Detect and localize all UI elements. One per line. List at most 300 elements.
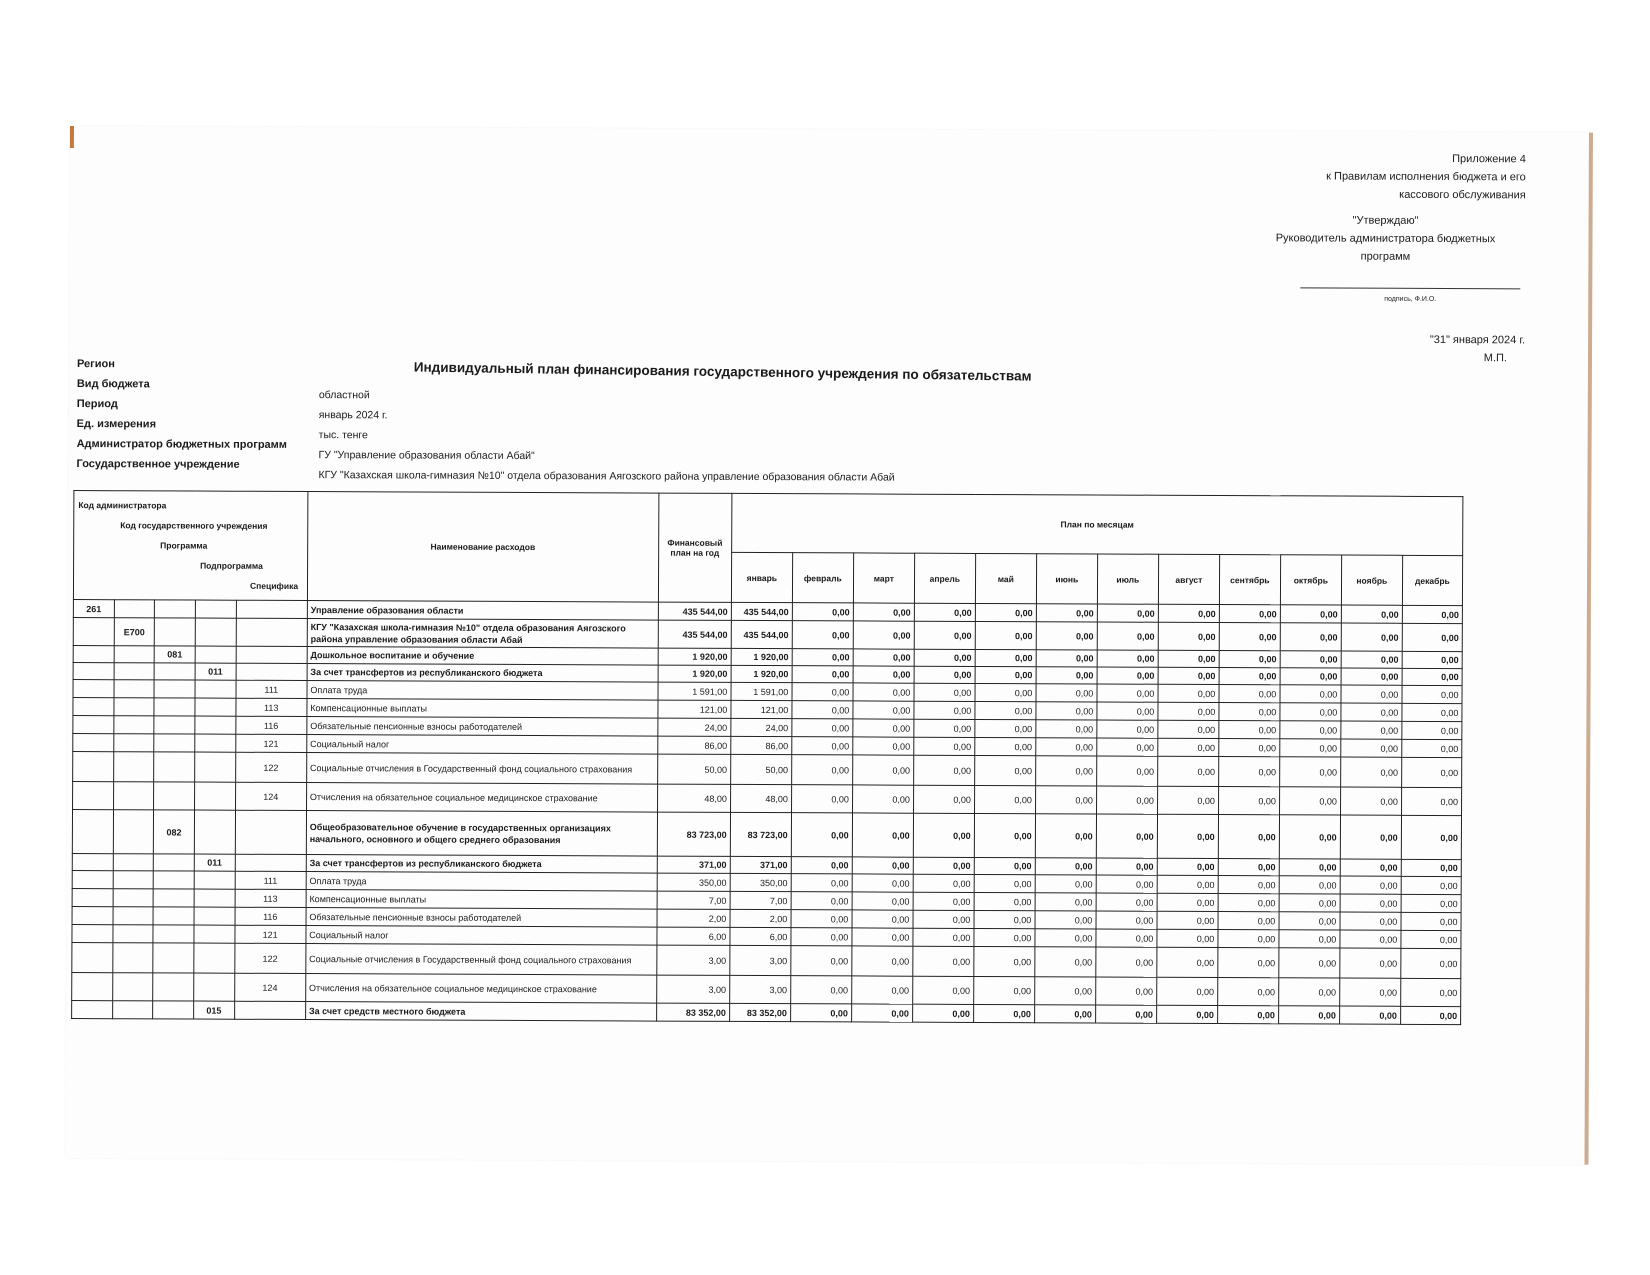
approve-label: "Утверждаю": [1352, 214, 1419, 227]
annual-plan-cell: 2,00: [657, 909, 730, 927]
month-value-cell: 0,00: [1219, 651, 1280, 668]
month-value-cell: 0,00: [1097, 622, 1158, 650]
subprogram-code-cell: [195, 680, 236, 698]
program-code-cell: [153, 907, 194, 925]
month-value-cell: 0,00: [852, 785, 913, 813]
month-value-cell: 0,00: [1158, 650, 1219, 667]
approval-date: "31" января 2024 г.: [1429, 333, 1526, 347]
month-value-cell: 0,00: [975, 737, 1036, 755]
specific-code-cell: [235, 810, 306, 854]
expense-name-cell: Отчисления на обязательное социальное медицинское страхование: [306, 783, 657, 813]
annual-plan-cell: 48,00: [657, 784, 730, 812]
meta-value: тыс. тенге: [318, 429, 368, 442]
month-value-cell: 0,00: [913, 910, 974, 928]
month-header: февраль: [792, 553, 853, 603]
program-code-cell: [154, 716, 195, 734]
month-value-cell: 0,00: [914, 737, 975, 755]
program-header: Программа: [160, 540, 208, 551]
institution-code-cell: [114, 600, 155, 618]
subprogram-code-cell: [195, 618, 236, 646]
program-code-cell: [155, 600, 196, 618]
month-value-cell: 0,00: [1401, 894, 1461, 912]
month-value-cell: 0,00: [1402, 605, 1462, 623]
program-code-cell: [153, 925, 194, 943]
month-value-cell: 0,00: [1158, 720, 1219, 738]
month-value-cell: 0,00: [792, 719, 853, 737]
month-value-cell: 0,00: [1218, 876, 1279, 894]
month-value-cell: 0,00: [1158, 604, 1219, 622]
month-value-cell: 0,00: [1279, 912, 1340, 930]
expense-name-cell: Управление образования области: [307, 601, 658, 621]
annual-plan-cell: 1 920,00: [658, 665, 731, 682]
month-value-cell: 0,00: [975, 719, 1036, 737]
month-value-cell: 0,00: [1219, 739, 1280, 757]
specific-code-cell: 111: [235, 871, 306, 889]
month-value-cell: 0,00: [1402, 721, 1462, 739]
specific-code-cell: 124: [234, 973, 305, 1001]
admin-code-cell: [73, 716, 114, 734]
month-value-cell: 0,00: [791, 785, 852, 813]
specific-header: Специфика: [249, 580, 299, 591]
subprogram-code-cell: [194, 889, 235, 907]
month-value-cell: 0,00: [1400, 1006, 1460, 1024]
month-value-cell: 0,00: [1036, 684, 1097, 702]
month-value-cell: 0,00: [973, 1004, 1034, 1022]
month-header: январь: [731, 552, 792, 602]
program-code-cell: [154, 734, 195, 752]
month-value-cell: 0,00: [1157, 756, 1218, 786]
month-value-cell: 0,00: [1278, 1006, 1339, 1024]
month-value-cell: 0,00: [1034, 977, 1095, 1005]
month-value-cell: 0,00: [1158, 622, 1219, 650]
institution-code-cell: [114, 663, 155, 680]
institution-code-cell: [113, 734, 154, 752]
month-value-cell: 0,00: [791, 946, 852, 976]
admin-code-cell: [72, 943, 113, 973]
month-value-cell: 0,00: [913, 813, 974, 857]
month-value-cell: 0,00: [1402, 668, 1462, 685]
month-value-cell: 0,00: [1035, 929, 1096, 947]
institution-code-header: Код государственного учреждения: [120, 520, 268, 531]
month-value-cell: 0,00: [1158, 667, 1219, 684]
specific-code-cell: [235, 854, 306, 871]
month-value-cell: 0,00: [852, 946, 913, 976]
month-value-cell: 0,00: [1278, 978, 1339, 1006]
month-value-cell: 0,00: [1341, 651, 1402, 668]
month-value-cell: 0,00: [853, 683, 914, 701]
month-value-cell: 0,00: [913, 755, 974, 785]
month-value-cell: 1 591,00: [731, 682, 792, 700]
admin-code-cell: [73, 734, 114, 752]
month-value-cell: 0,00: [1401, 876, 1461, 894]
code-header: [73, 491, 307, 601]
month-value-cell: 0,00: [1035, 875, 1096, 893]
meta-labels: [76, 354, 287, 475]
month-value-cell: 0,00: [853, 649, 914, 666]
month-value-cell: 0,00: [1280, 721, 1341, 739]
month-value-cell: 0,00: [1341, 668, 1402, 685]
month-value-cell: 0,00: [1340, 787, 1401, 815]
month-value-cell: 0,00: [1219, 685, 1280, 703]
month-value-cell: 0,00: [792, 603, 853, 621]
month-value-cell: 0,00: [973, 976, 1034, 1004]
month-value-cell: 0,00: [1096, 875, 1157, 893]
month-value-cell: 0,00: [1157, 893, 1218, 911]
month-value-cell: 0,00: [1279, 876, 1340, 894]
month-header: август: [1158, 554, 1219, 604]
admin-code-cell: [73, 698, 114, 716]
meta-label: Администратор бюджетных программ: [76, 438, 287, 451]
institution-code-cell: [114, 646, 155, 663]
month-value-cell: 0,00: [1340, 930, 1401, 948]
annual-plan-cell: 371,00: [657, 856, 730, 873]
program-code-cell: [153, 1001, 194, 1019]
month-value-cell: 0,00: [792, 666, 853, 683]
month-value-cell: 0,00: [1340, 859, 1401, 876]
specific-code-cell: [234, 1001, 305, 1019]
month-value-cell: 0,00: [1095, 977, 1156, 1005]
expense-name-header: Наименование расходов: [307, 492, 658, 603]
month-value-cell: 0,00: [912, 1004, 973, 1022]
month-value-cell: 0,00: [913, 892, 974, 910]
month-value-cell: 0,00: [913, 928, 974, 946]
subprogram-code-cell: [194, 925, 235, 943]
program-code-cell: [155, 618, 196, 646]
month-value-cell: 0,00: [1279, 930, 1340, 948]
month-value-cell: 0,00: [974, 857, 1035, 874]
annual-plan-cell: 1 920,00: [658, 648, 731, 665]
table-row: [72, 810, 1461, 860]
monthly-plan-header: План по месяцам: [731, 493, 1462, 555]
month-value-cell: 0,00: [1280, 651, 1341, 668]
admin-code-cell: [72, 854, 113, 871]
institution-code-cell: [113, 925, 154, 943]
month-value-cell: 0,00: [1279, 787, 1340, 815]
month-value-cell: 24,00: [731, 718, 792, 736]
month-value-cell: 0,00: [1097, 738, 1158, 756]
month-value-cell: 0,00: [853, 719, 914, 737]
program-code-cell: [154, 752, 195, 782]
month-value-cell: 0,00: [975, 621, 1036, 649]
program-code-cell: [154, 698, 195, 716]
month-value-cell: 0,00: [853, 701, 914, 719]
month-value-cell: 0,00: [851, 976, 912, 1004]
month-value-cell: 0,00: [1036, 702, 1097, 720]
month-value-cell: 0,00: [1096, 786, 1157, 814]
program-code-cell: 082: [154, 810, 195, 854]
institution-code-cell: [114, 698, 155, 716]
program-code-cell: [154, 663, 195, 680]
month-value-cell: 0,00: [1097, 667, 1158, 684]
subprogram-code-cell: [194, 943, 235, 973]
month-value-cell: 0,00: [1035, 786, 1096, 814]
expense-name-cell: Социальные отчисления в Государственный фонд социального страхования: [306, 944, 657, 976]
month-value-cell: 86,00: [731, 736, 792, 754]
month-value-cell: 0,00: [791, 910, 852, 928]
expense-name-cell: Компенсационные выплаты: [307, 699, 658, 719]
month-value-cell: 0,00: [1036, 650, 1097, 667]
month-header: март: [853, 553, 914, 603]
month-value-cell: 0,00: [914, 666, 975, 683]
month-value-cell: 0,00: [1402, 623, 1462, 651]
approve-signature-block: [1250, 211, 1520, 309]
month-value-cell: 0,00: [1218, 757, 1279, 787]
subprogram-code-cell: 011: [195, 663, 236, 680]
month-value-cell: 0,00: [852, 892, 913, 910]
expense-name-cell: Обязательные пенсионные взносы работодателей: [306, 908, 657, 928]
month-value-cell: 0,00: [974, 785, 1035, 813]
subprogram-code-cell: [195, 716, 236, 734]
admin-code-cell: [72, 973, 113, 1001]
expense-name-cell: Оплата труда: [306, 872, 657, 892]
month-value-cell: 0,00: [1339, 1006, 1400, 1024]
month-value-cell: 2,00: [730, 909, 791, 927]
document-page: [65, 126, 1589, 1165]
specific-code-cell: [236, 646, 307, 663]
month-value-cell: 0,00: [1341, 623, 1402, 651]
specific-code-cell: 122: [235, 752, 306, 782]
specific-code-cell: 116: [235, 907, 306, 925]
month-value-cell: 0,00: [1280, 685, 1341, 703]
month-value-cell: 0,00: [1035, 858, 1096, 875]
specific-code-cell: 113: [236, 698, 307, 716]
month-value-cell: 0,00: [853, 737, 914, 755]
admin-code-cell: [72, 1001, 113, 1019]
meta-label: Регион: [76, 358, 115, 371]
month-value-cell: 0,00: [1218, 912, 1279, 930]
month-value-cell: 0,00: [914, 701, 975, 719]
admin-code-cell: [73, 680, 114, 698]
specific-code-cell: 122: [234, 943, 305, 973]
month-value-cell: 0,00: [1158, 738, 1219, 756]
stamp-placeholder: М.П.: [1483, 352, 1508, 365]
month-value-cell: 0,00: [1096, 858, 1157, 875]
expense-name-cell: Социальный налог: [307, 735, 658, 755]
specific-code-cell: [236, 663, 307, 680]
meta-value: областной: [318, 389, 370, 402]
program-code-cell: [153, 871, 194, 889]
expense-name-cell: За счет трансфертов из республиканского бюджета: [307, 664, 658, 683]
meta-values: [318, 385, 895, 488]
subprogram-code-cell: [195, 646, 236, 663]
specific-code-cell: 121: [235, 734, 306, 752]
month-value-cell: 0,00: [791, 874, 852, 892]
subprogram-code-cell: [195, 734, 236, 752]
month-value-cell: 0,00: [852, 910, 913, 928]
month-value-cell: 0,00: [1218, 787, 1279, 815]
month-value-cell: 0,00: [1341, 685, 1402, 703]
month-value-cell: 0,00: [1400, 978, 1460, 1006]
month-value-cell: 0,00: [1280, 668, 1341, 685]
annual-plan-cell: 24,00: [657, 718, 730, 736]
specific-code-cell: 113: [235, 889, 306, 907]
month-value-cell: 0,00: [1035, 947, 1096, 977]
annual-plan-cell: 1 591,00: [658, 682, 731, 700]
admin-code-header: Код администратора: [78, 500, 167, 511]
month-value-cell: 0,00: [1280, 739, 1341, 757]
month-value-cell: 0,00: [1217, 978, 1278, 1006]
admin-code-cell: [72, 925, 113, 943]
annual-plan-cell: 7,00: [657, 891, 730, 909]
month-value-cell: 371,00: [730, 856, 791, 873]
month-value-cell: 0,00: [1036, 604, 1097, 622]
month-value-cell: 0,00: [852, 755, 913, 785]
annual-plan-cell: 350,00: [657, 873, 730, 891]
month-value-cell: 0,00: [1401, 757, 1461, 787]
month-value-cell: 0,00: [913, 785, 974, 813]
institution-code-cell: [112, 1001, 153, 1019]
specific-code-cell: 124: [235, 782, 306, 810]
institution-code-cell: [113, 889, 154, 907]
month-value-cell: 83 723,00: [730, 812, 791, 856]
month-value-cell: 0,00: [1402, 703, 1462, 721]
month-value-cell: 0,00: [792, 701, 853, 719]
month-value-cell: 0,00: [913, 857, 974, 874]
month-value-cell: 6,00: [730, 927, 791, 945]
month-header: июнь: [1036, 554, 1097, 604]
month-value-cell: 0,00: [1096, 929, 1157, 947]
month-value-cell: 121,00: [731, 700, 792, 718]
month-value-cell: 0,00: [1402, 685, 1462, 703]
month-value-cell: 48,00: [730, 784, 791, 812]
month-value-cell: 0,00: [851, 1004, 912, 1022]
month-value-cell: 0,00: [852, 874, 913, 892]
month-header: апрель: [914, 553, 975, 603]
institution-code-cell: [113, 782, 154, 810]
meta-value: январь 2024 г.: [318, 409, 388, 422]
subprogram-code-cell: [194, 907, 235, 925]
month-value-cell: 0,00: [1401, 930, 1461, 948]
month-value-cell: 0,00: [1401, 787, 1461, 815]
month-value-cell: 0,00: [1158, 684, 1219, 702]
institution-code-cell: [114, 716, 155, 734]
month-value-cell: 0,00: [914, 649, 975, 666]
program-code-cell: [154, 680, 195, 698]
head-title: программ: [1360, 250, 1411, 263]
month-value-cell: 0,00: [974, 813, 1035, 857]
month-value-cell: 0,00: [1219, 721, 1280, 739]
program-code-cell: [153, 973, 194, 1001]
month-value-cell: 0,00: [1219, 623, 1280, 651]
appendix-label: Приложение 4: [1452, 153, 1526, 166]
admin-code-cell: [72, 907, 113, 925]
month-value-cell: 0,00: [1340, 815, 1401, 859]
month-value-cell: 0,00: [1158, 702, 1219, 720]
month-value-cell: 0,00: [791, 813, 852, 857]
month-value-cell: 0,00: [914, 621, 975, 649]
month-value-cell: 0,00: [1341, 703, 1402, 721]
month-value-cell: 0,00: [1402, 651, 1462, 668]
month-value-cell: 0,00: [792, 683, 853, 701]
annual-plan-cell: 86,00: [657, 736, 730, 754]
subprogram-code-cell: [195, 600, 236, 618]
institution-code-cell: [113, 854, 154, 871]
month-value-cell: 0,00: [1280, 623, 1341, 651]
month-value-cell: 0,00: [912, 976, 973, 1004]
month-value-cell: 0,00: [1218, 894, 1279, 912]
month-value-cell: 0,00: [791, 928, 852, 946]
month-value-cell: 0,00: [1157, 858, 1218, 875]
subprogram-code-cell: 011: [194, 854, 235, 871]
month-value-cell: 0,00: [1157, 947, 1218, 977]
month-value-cell: 0,00: [1157, 929, 1218, 947]
month-value-cell: 0,00: [1401, 948, 1461, 978]
month-value-cell: 0,00: [1097, 604, 1158, 622]
admin-code-cell: [73, 663, 114, 680]
month-header: июль: [1097, 554, 1158, 604]
month-value-cell: 0,00: [792, 621, 853, 649]
month-value-cell: 0,00: [1218, 859, 1279, 876]
admin-code-cell: [73, 752, 114, 782]
month-value-cell: 0,00: [1218, 815, 1279, 859]
month-value-cell: 3,00: [729, 975, 790, 1003]
month-value-cell: 0,00: [1097, 684, 1158, 702]
program-code-cell: [153, 889, 194, 907]
meta-value: ГУ "Управление образования области Абай": [318, 449, 535, 463]
month-value-cell: 0,00: [974, 928, 1035, 946]
month-value-cell: 0,00: [1401, 815, 1461, 859]
month-value-cell: 0,00: [791, 755, 852, 785]
institution-code-cell: [112, 943, 153, 973]
program-code-cell: [154, 854, 195, 871]
meta-label: Вид бюджета: [76, 378, 150, 391]
month-value-cell: 0,00: [852, 857, 913, 874]
month-value-cell: 0,00: [1341, 739, 1402, 757]
month-value-cell: 0,00: [1097, 720, 1158, 738]
month-value-cell: 0,00: [1340, 876, 1401, 894]
month-value-cell: 0,00: [1034, 1005, 1095, 1023]
month-value-cell: 0,00: [974, 910, 1035, 928]
expense-name-cell: Социальные отчисления в Государственный фонд социального страхования: [306, 753, 657, 785]
institution-code-cell: [113, 907, 154, 925]
month-value-cell: 0,00: [913, 946, 974, 976]
month-header: ноябрь: [1341, 555, 1402, 605]
month-value-cell: 0,00: [1035, 814, 1096, 858]
month-value-cell: 0,00: [914, 719, 975, 737]
month-value-cell: 0,00: [853, 603, 914, 621]
subprogram-code-cell: [194, 973, 235, 1001]
signature-caption: подпись, Ф.И.О.: [1384, 295, 1437, 303]
month-value-cell: 0,00: [852, 813, 913, 857]
admin-code-cell: [72, 810, 113, 854]
specific-code-cell: 121: [235, 925, 306, 943]
meta-label: Ед. измерения: [76, 418, 157, 431]
month-value-cell: 0,00: [792, 649, 853, 666]
month-value-cell: 0,00: [1341, 605, 1402, 623]
month-value-cell: 0,00: [792, 737, 853, 755]
month-value-cell: 0,00: [1340, 757, 1401, 787]
institution-code-cell: [114, 680, 155, 698]
expense-name-cell: КГУ "Казахская школа-гимназия №10" отдела образования Аягозского района управление образования области Абай: [307, 619, 658, 649]
program-code-cell: [153, 943, 194, 973]
month-value-cell: 0,00: [1340, 948, 1401, 978]
annual-plan-cell: 121,00: [658, 700, 731, 718]
month-header: сентябрь: [1219, 555, 1280, 605]
month-value-cell: 0,00: [1036, 622, 1097, 650]
specific-code-cell: [236, 600, 307, 618]
head-title: Руководитель администратора бюджетных: [1275, 232, 1496, 246]
month-value-cell: 0,00: [1340, 912, 1401, 930]
month-header: октябрь: [1280, 555, 1341, 605]
page-edge: [70, 126, 74, 148]
month-value-cell: 0,00: [1035, 756, 1096, 786]
month-value-cell: 0,00: [1218, 948, 1279, 978]
annual-plan-cell: 83 723,00: [657, 812, 730, 856]
admin-code-cell: [72, 871, 113, 889]
specific-code-cell: [236, 618, 307, 646]
month-value-cell: 0,00: [1156, 1005, 1217, 1023]
meta-value: КГУ "Казахская школа-гимназия №10" отдела образования Аягозского района управление образования области Абай: [318, 469, 895, 484]
